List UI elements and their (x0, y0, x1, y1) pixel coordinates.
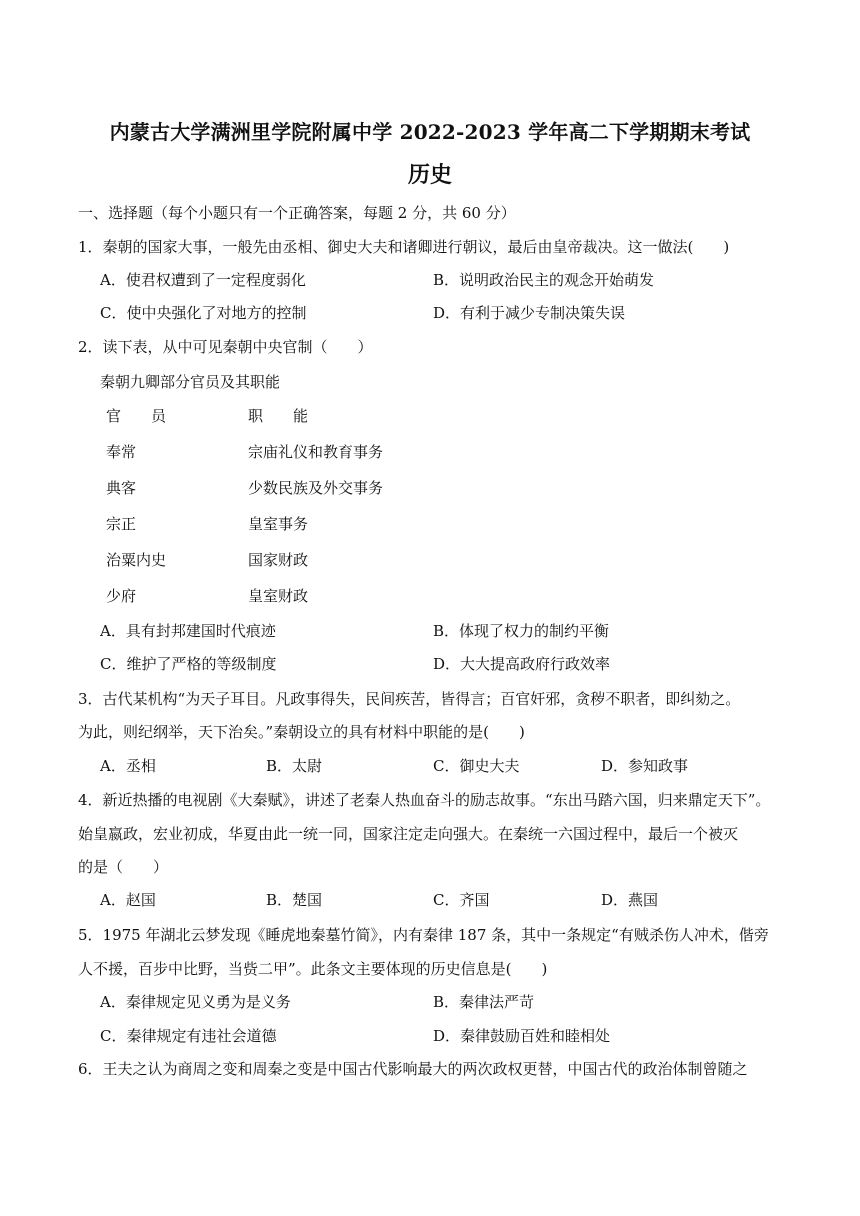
question-4-stem-continued: 始皇嬴政，宏业初成，华夏由此一统一同，国家注定走向强大。在秦统一六国过程中，最后一个被灭 (78, 825, 739, 843)
question-5-option-a: A．秦律规定见义勇为是义务 (100, 993, 291, 1011)
question-1-option-b: B．说明政治民主的观念开始萌发 (433, 271, 655, 289)
table-cell-official: 少府 (106, 587, 137, 605)
question-1-stem: 1．秦朝的国家大事，一般先由丞相、御史大夫和诸卿进行朝议，最后由皇帝裁决。这一做法( ) (78, 238, 730, 256)
question-4-option-c: C．齐国 (433, 891, 490, 909)
table-cell-function: 宗庙礼仪和教育事务 (248, 443, 384, 461)
question-2-option-c: C．维护了严格的等级制度 (100, 655, 277, 673)
table-cell-function: 皇室财政 (248, 587, 309, 605)
table-cell-official: 治粟内史 (106, 551, 167, 569)
question-3-option-a: A．丞相 (100, 757, 156, 775)
table-title: 秦朝九卿部分官员及其职能 (100, 373, 281, 391)
question-2-option-a: A．具有封邦建国时代痕迹 (100, 622, 276, 640)
question-5-option-d: D．秦律鼓励百姓和睦相处 (433, 1027, 611, 1045)
question-4-option-b: B．楚国 (266, 891, 323, 909)
question-3-stem: 3．古代某机构“为天子耳目。凡政事得失，民间疾苦，皆得言；百官奸邪，贪秽不职者，即纠劾之。 (78, 690, 741, 708)
question-4-stem-continued: 的是（ ） (78, 858, 169, 876)
question-5-stem-continued: 人不援，百步中比野，当赀二甲”。此条文主要体现的历史信息是( ) (78, 960, 548, 978)
table-cell-official: 宗正 (106, 515, 137, 533)
exam-title: 内蒙古大学满洲里学院附属中学 2022-2023 学年高二下学期期末考试 (109, 120, 751, 144)
question-5-option-c: C．秦律规定有违社会道德 (100, 1027, 277, 1045)
question-6-stem: 6．王夫之认为商周之变和周秦之变是中国古代影响最大的两次政权更替，中国古代的政治体制曾随之 (78, 1060, 748, 1078)
question-3-stem-continued: 为此，则纪纲举，天下治矣。”秦朝设立的具有材料中职能的是( ) (78, 723, 525, 741)
table-header-official: 官 员 (106, 407, 167, 425)
question-4-option-d: D．燕国 (601, 891, 659, 909)
question-1-option-d: D．有利于减少专制决策失误 (433, 304, 626, 322)
question-2-stem: 2．读下表，从中可见秦朝中央官制（ ） (78, 338, 373, 356)
table-cell-function: 少数民族及外交事务 (248, 479, 384, 497)
question-1-option-c: C．使中央强化了对地方的控制 (100, 304, 307, 322)
question-1-option-a: A．使君权遭到了一定程度弱化 (100, 271, 306, 289)
section-heading: 一、选择题（每个小题只有一个正确答案，每题 2 分，共 60 分） (78, 204, 516, 222)
table-cell-function: 皇室事务 (248, 515, 309, 533)
question-2-option-d: D．大大提高政府行政效率 (433, 655, 611, 673)
question-2-option-b: B．体现了权力的制约平衡 (433, 622, 610, 640)
table-cell-official: 典客 (106, 479, 137, 497)
question-3-option-d: D．参知政事 (601, 757, 689, 775)
table-cell-function: 国家财政 (248, 551, 309, 569)
question-4-stem: 4．新近热播的电视剧《大秦赋》，讲述了老秦人热血奋斗的励志故事。“东出马踏六国，归来鼎定天下”。 (78, 791, 771, 809)
question-3-option-c: C．御史大夫 (433, 757, 520, 775)
question-4-option-a: A．赵国 (100, 891, 156, 909)
table-header-function: 职 能 (248, 407, 309, 425)
question-3-option-b: B．太尉 (266, 757, 323, 775)
question-5-option-b: B．秦律法严苛 (433, 993, 535, 1011)
subject-title: 历史 (407, 162, 452, 188)
question-5-stem: 5．1975 年湖北云梦发现《睡虎地秦墓竹简》，内有秦律 187 条，其中一条规定“有贼杀伤人冲术，偕旁 (78, 926, 769, 944)
table-cell-official: 奉常 (106, 443, 137, 461)
